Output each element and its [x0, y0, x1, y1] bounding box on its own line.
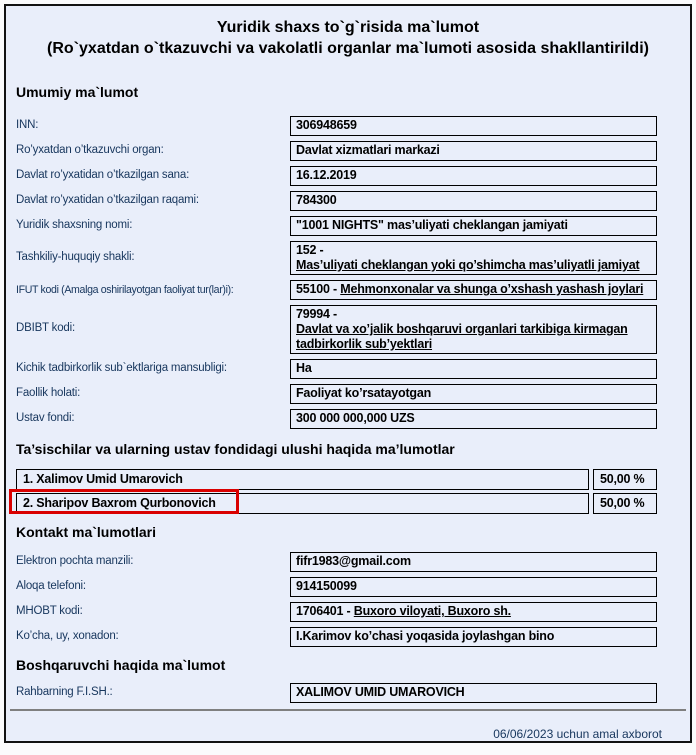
mhobt-region-link[interactable]: Buxoro viloyati, Buxoro sh. [353, 604, 511, 619]
section-heading-founders: Ta’sischilar va ularning ustav fondidagi ulushi haqida ma’lumotlar [16, 440, 455, 457]
field-mhobt-code [16, 602, 657, 622]
section-heading-manager: Boshqaruvchi haqida ma`lumot [16, 656, 226, 673]
field-registration-date-value: 16.12.2019 [296, 168, 357, 183]
field-phone [16, 577, 657, 597]
field-charter-fund-value: 300 000 000,000 UZS [296, 411, 415, 426]
field-mhobt-code-label: MHOBT kodi: [16, 604, 83, 617]
field-dbibt-code-value: 79994 - [296, 306, 341, 321]
field-small-business [16, 359, 657, 379]
ifut-code-link[interactable]: Mehmonxonalar va shunga o’xshash yashash joylari [340, 282, 644, 297]
field-director-name [16, 683, 657, 703]
field-phone-label: Aloqa telefoni: [16, 579, 86, 592]
footer-date: 06/06/2023 uchun amal axborot [493, 726, 662, 741]
contact-fields [16, 552, 657, 647]
field-legal-form [16, 241, 657, 275]
field-small-business-value-box [290, 359, 657, 379]
field-email [16, 552, 657, 572]
field-inn-value: 306948659 [296, 118, 357, 133]
field-address-value-box [290, 627, 657, 647]
field-registering-organ-value-box [290, 141, 657, 161]
field-registering-organ-value: Davlat xizmatlari markazi [296, 143, 440, 158]
field-entity-name-value: "1001 NIGHTS" mas’uliyati cheklangan jamiyati [296, 218, 568, 233]
field-email-label: Elektron pochta manzili: [16, 554, 134, 567]
page-title-line2: (Ro`yxatdan o`tkazuvchi va vakolatli organlar ma`lumoti asosida shakllantirildi) [47, 39, 649, 57]
field-activity-status-value-box [290, 384, 657, 404]
field-small-business-value: Ha [296, 361, 312, 376]
field-registering-organ [16, 141, 657, 161]
page-title [32, 18, 664, 60]
field-charter-fund-label: Ustav fondi: [16, 411, 75, 424]
field-phone-value-box [290, 577, 657, 597]
field-inn-label: INN: [16, 118, 39, 131]
founder-1-name: 1. Xalimov Umid Umarovich [16, 469, 589, 490]
field-entity-name-value-box [290, 216, 657, 236]
field-email-value-box [290, 552, 657, 572]
manager-fields [16, 683, 657, 703]
field-entity-name [16, 216, 657, 236]
founder-1-share: 50,00 % [593, 469, 657, 490]
field-mhobt-code-value-box [290, 602, 657, 622]
field-entity-name-label: Yuridik shaxsning nomi: [16, 218, 133, 231]
field-inn [16, 116, 657, 136]
field-director-name-label: Rahbarning F.I.SH.: [16, 685, 113, 698]
founder-row-1 [16, 469, 657, 490]
general-fields [16, 116, 657, 429]
field-registration-date-label: Davlat ro’yxatidan o’tkazilgan sana: [16, 168, 190, 181]
field-activity-status-label: Faollik holati: [16, 386, 81, 399]
section-heading-general: Umumiy ma`lumot [16, 83, 139, 100]
field-registration-number-label: Davlat ro’yxatidan o’tkazilgan raqami: [16, 193, 199, 206]
field-dbibt-code-label: DBIBT kodi: [16, 322, 75, 335]
field-registration-number-value-box [290, 191, 657, 211]
field-ifut-code-label: IFUT kodi (Amalga oshirilayotgan faoliyat tur(lar)i): [16, 283, 234, 296]
field-phone-value: 914150099 [296, 579, 357, 594]
field-registration-date-value-box [290, 166, 657, 186]
field-activity-status [16, 384, 657, 404]
field-charter-fund [16, 409, 657, 429]
field-dbibt-code-value-box [290, 305, 657, 354]
document-page [4, 4, 692, 743]
field-small-business-label: Kichik tadbirkorlik sub`ektlariga mansubligi: [16, 361, 227, 374]
field-inn-value-box [290, 116, 657, 136]
field-ifut-code-value-box [290, 280, 657, 300]
field-activity-status-value: Faoliyat ko’rsatayotgan [296, 386, 432, 401]
field-address [16, 627, 657, 647]
field-legal-form-label: Tashkiliy-huquqiy shakli: [16, 250, 135, 263]
field-ifut-code [16, 280, 657, 300]
founder-2-name: 2. Sharipov Baxrom Qurbonovich [16, 493, 589, 514]
footer-area [6, 703, 690, 753]
page-title-line1: Yuridik shaxs to`g`risida ma`lumot [216, 19, 480, 36]
founder-2-share: 50,00 % [593, 493, 657, 514]
field-dbibt-code [16, 305, 657, 354]
founder-row-2 [16, 493, 657, 514]
dbibt-code-link[interactable]: Davlat va xo’jalik boshqaruvi organlari tarkibiga kirmagan tadbirkorlik sub’yektlari [296, 321, 628, 351]
field-director-name-value: XALIMOV UMID UMAROVICH [296, 685, 465, 700]
footer-separator [10, 709, 686, 711]
field-email-value: fifr1983@gmail.com [296, 554, 411, 569]
founders-table [16, 469, 657, 514]
field-director-name-value-box [290, 683, 657, 703]
field-mhobt-code-value: 1706401 - [296, 604, 354, 619]
field-ifut-code-value: 55100 - [296, 282, 341, 297]
field-registration-date [16, 166, 657, 186]
field-address-label: Ko’cha, uy, xonadon: [16, 629, 119, 642]
section-heading-contact: Kontakt ma`lumotlari [16, 523, 157, 540]
field-registering-organ-label: Ro’yxatdan o’tkazuvchi organ: [16, 143, 164, 156]
field-registration-number-value: 784300 [296, 193, 337, 208]
field-legal-form-code: 152 - [296, 242, 327, 257]
field-charter-fund-value-box [290, 409, 657, 429]
legal-form-link[interactable]: Mas’uliyati cheklangan yoki qo’shimcha mas’uliyatli jamiyat [296, 257, 640, 272]
field-registration-number [16, 191, 657, 211]
field-legal-form-value-box [290, 241, 657, 275]
field-address-value: I.Karimov ko’chasi yoqasida joylashgan bino [296, 629, 555, 644]
